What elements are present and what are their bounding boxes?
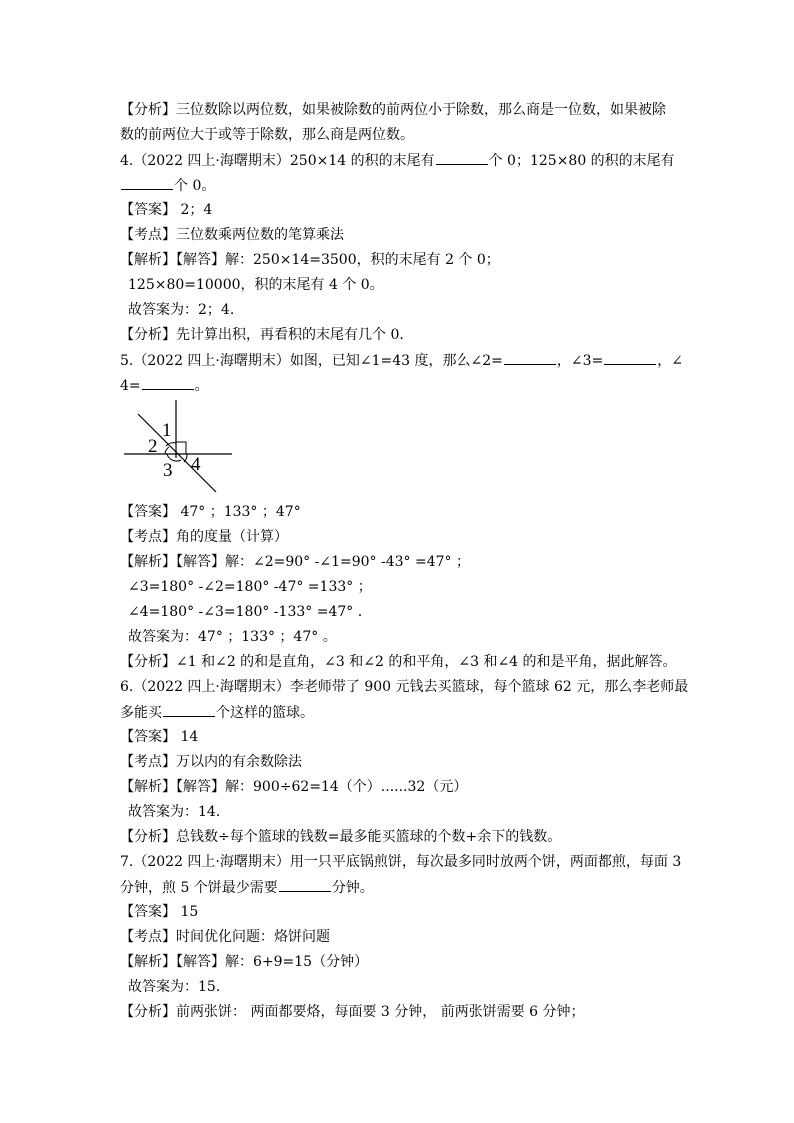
q4-stem-c: 个 0。 [174, 178, 216, 194]
analysis-tag: 【分析】 [120, 1004, 176, 1020]
analysis-tag: 【分析】 [120, 829, 176, 845]
q3-analysis-text-1: 三位数除以两位数，如果被除数的前两位小于除数，那么商是一位数，如果被除 [176, 102, 666, 118]
q4-answer [120, 201, 212, 219]
q5-stem-c: ，∠ [657, 353, 683, 369]
solve-tag: 【解析】【解答】 [120, 554, 225, 570]
q5-analysis-text: ∠1 和∠2 的和是直角，∠3 和∠2 的和平角，∠3 和∠4 的和是平角，据此解答。 [176, 654, 677, 670]
q4-answer-text: 2；4 [176, 202, 213, 218]
q7-solve-1 [120, 953, 368, 971]
q6-stem-line-1: 6.（2022 四上·海曙期末）李老师带了 900 元钱去买篮球，每个篮球 62 元，那么李老师最 [120, 679, 689, 695]
q6-blank [163, 703, 215, 717]
q4-stem-b: 个 0；125×80 的积的末尾有 [488, 153, 675, 169]
q6-answer-text: 14 [176, 729, 199, 745]
q7-answer [120, 903, 198, 921]
q5-point [120, 528, 288, 546]
solve-tag: 【解析】【解答】 [120, 252, 225, 268]
q5-solve-3: ∠4=180° -∠3=180° -133° =47° . [128, 604, 363, 620]
q6-point-text: 万以内的有余数除法 [176, 754, 302, 770]
q5-blank-3 [142, 376, 194, 390]
q5-solve-4: 故答案为：47° ；133° ；47° 。 [128, 629, 337, 645]
q5-answer [120, 503, 301, 521]
q4-blank-2 [121, 176, 173, 190]
q4-stem-line-2 [120, 176, 215, 195]
q5-blank-1 [504, 351, 556, 365]
q5-stem-a: 5.（2022 四上·海曙期末）如图，已知∠1=43 度，那么∠2= [120, 353, 503, 369]
q7-analysis-text: 前两张饼： 两面都要烙，每面要 3 分钟， 前两张饼需要 6 分钟； [176, 1004, 585, 1020]
q7-answer-text: 15 [176, 904, 199, 920]
angle-label-2: 2 [148, 436, 158, 457]
q6-answer [120, 728, 198, 746]
q5-stem-d: 4= [120, 378, 141, 394]
q6-point [120, 753, 302, 771]
q4-solve-1 [120, 251, 500, 269]
analysis-tag: 【分析】 [120, 654, 176, 670]
q7-blank [279, 878, 331, 892]
q6-solve-2: 故答案为：14. [128, 804, 221, 820]
q5-solve-1 [120, 553, 470, 571]
q5-stem-e: 。 [194, 378, 209, 394]
angle-label-4: 4 [191, 454, 201, 475]
answer-tag: 【答案】 [120, 504, 176, 520]
q5-stem-line-2 [120, 376, 209, 395]
q3-analysis-text-2: 数的前两位大于或等于除数，那么商是两位数。 [120, 127, 414, 143]
analysis-tag: 【分析】 [120, 327, 176, 343]
angle-label-3: 3 [163, 460, 173, 481]
analysis-tag: 【分析】 [120, 102, 176, 118]
q7-point [120, 928, 330, 946]
q7-stem-c: 分钟。 [331, 880, 374, 896]
angle-figure [120, 398, 238, 496]
q7-solve-text-1: 解：6+9=15（分钟） [225, 954, 369, 970]
angle-label-1: 1 [162, 420, 172, 441]
q5-blank-2 [604, 351, 656, 365]
q7-stem-line-1: 7.（2022 四上·海曙期末）用一只平底锅煎饼，每次最多同时放两个饼，两面都煎，每面 3 [120, 854, 682, 870]
q6-stem-c: 个这样的篮球。 [216, 705, 314, 721]
q4-solve-3: 故答案为：2；4. [128, 302, 235, 318]
q4-stem-a: 4.（2022 四上·海曙期末）250×14 的积的末尾有 [120, 153, 435, 169]
answer-tag: 【答案】 [120, 904, 176, 920]
q6-analysis-text: 总钱数÷每个篮球的钱数=最多能买篮球的个数+余下的钱数。 [176, 829, 562, 845]
solve-tag: 【解析】【解答】 [120, 779, 225, 795]
q5-point-text: 角的度量（计算） [176, 529, 288, 545]
q6-solve-1 [120, 778, 467, 796]
right-angle-mark [176, 442, 186, 454]
q7-stem-line-2 [120, 878, 374, 897]
q6-analysis [120, 828, 561, 846]
q7-point-text: 时间优化问题：烙饼问题 [176, 929, 330, 945]
q5-answer-text: 47° ；133° ；47° [176, 504, 301, 520]
answer-tag: 【答案】 [120, 729, 176, 745]
solve-tag: 【解析】【解答】 [120, 954, 225, 970]
q5-stem-b: ，∠3= [556, 353, 604, 369]
q5-stem-line-1 [120, 351, 683, 370]
point-tag: 【考点】 [120, 754, 176, 770]
q3-analysis-line-1 [120, 101, 666, 119]
q4-point [120, 226, 344, 244]
q7-solve-2: 故答案为：15. [128, 979, 221, 995]
q3-analysis-line-2 [120, 126, 414, 144]
q7-stem-b: 分钟，煎 5 个饼最少需要 [120, 880, 278, 896]
q4-stem-line-1 [120, 151, 675, 170]
q6-stem-b: 多能买 [120, 705, 162, 721]
q4-point-text: 三位数乘两位数的笔算乘法 [176, 227, 344, 243]
q4-analysis-text: 先计算出积，再看积的末尾有几个 0. [176, 327, 404, 343]
q4-solve-text-1: 解：250×14=3500，积的末尾有 2 个 0； [225, 252, 500, 268]
point-tag: 【考点】 [120, 529, 176, 545]
q6-stem-line-2 [120, 703, 314, 722]
q5-analysis [120, 653, 677, 671]
q5-solve-text-1: 解：∠2=90° -∠1=90° -43° =47° ； [225, 554, 470, 570]
angle-arc-4 [184, 454, 187, 462]
angle-arc-2 [165, 447, 169, 454]
point-tag: 【考点】 [120, 929, 176, 945]
q7-analysis [120, 1003, 585, 1021]
point-tag: 【考点】 [120, 227, 176, 243]
q4-solve-2: 125×80=10000，积的末尾有 4 个 0。 [128, 277, 384, 293]
q4-analysis [120, 326, 404, 344]
q5-solve-2: ∠3=180° -∠2=180° -47° =133° ； [128, 579, 372, 595]
q4-blank-1 [436, 151, 488, 165]
q6-solve-text-1: 解：900÷62=14（个）......32（元） [225, 779, 468, 795]
answer-tag: 【答案】 [120, 202, 176, 218]
